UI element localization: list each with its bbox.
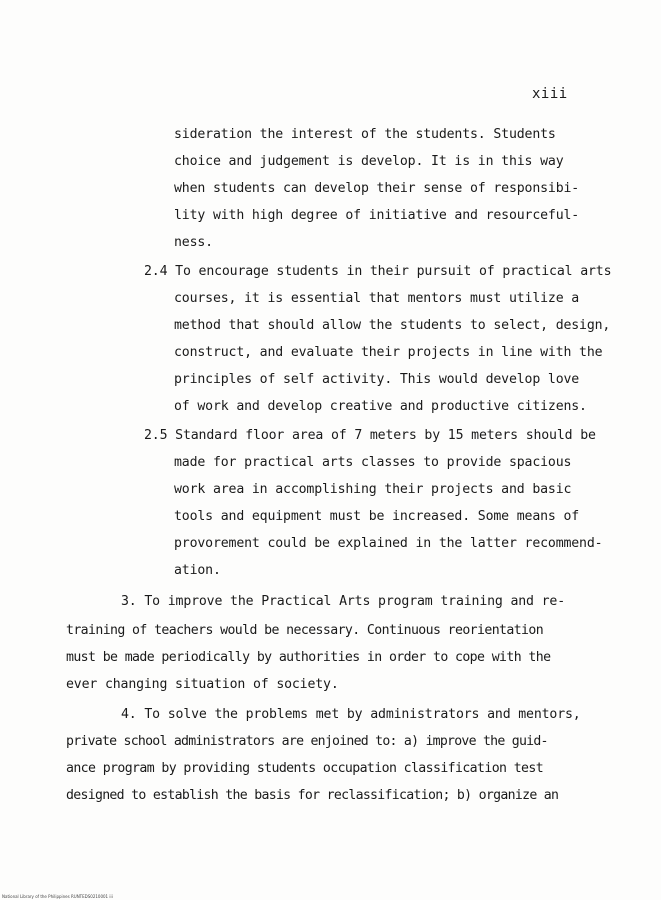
text-line: when students can develop their sense of responsibi- <box>174 181 580 196</box>
text-line: ness. <box>174 235 213 250</box>
text-line: 3. To improve the Practical Arts program training and re- <box>121 594 566 609</box>
text-line: 2.5 Standard floor area of 7 meters by 15 meters should be <box>144 428 596 443</box>
text-line: tools and equipment must be increased. Some means of <box>174 509 580 524</box>
text-line: training of teachers would be necessary. Continuous reorientation <box>66 623 544 638</box>
text-line: provorement could be explained in the latter recommend- <box>174 536 603 551</box>
text-line: work area in accomplishing their projects and basic <box>174 482 572 497</box>
text-line: choice and judgement is develop. It is in this way <box>174 154 564 169</box>
text-line: courses, it is essential that mentors must utilize a <box>174 291 580 306</box>
text-line: ever changing situation of society. <box>66 677 339 692</box>
text-line: construct, and evaluate their projects in line with the <box>174 345 603 360</box>
text-line: ation. <box>174 563 221 578</box>
text-line: method that should allow the students to select, design, <box>174 318 611 333</box>
archive-footer: National Library of the Philippines RUNTEDS0210001 iii <box>2 894 113 899</box>
text-line: must be made periodically by authorities in order to cope with the <box>66 650 551 665</box>
text-line: private school administrators are enjoined to: a) improve the guid- <box>66 734 548 749</box>
text-line: principles of self activity. This would develop love <box>174 372 580 387</box>
text-line: 4. To solve the problems met by administrators and mentors, <box>121 707 581 722</box>
text-line: designed to establish the basis for reclassification; b) organize an <box>66 788 559 803</box>
text-line: lity with high degree of initiative and resourceful- <box>174 208 580 223</box>
page-number: xiii <box>532 86 568 102</box>
text-line: 2.4 To encourage students in their pursuit of practical arts <box>144 264 612 279</box>
text-line: sideration the interest of the students. Students <box>174 127 556 142</box>
text-line: of work and develop creative and productive citizens. <box>174 399 587 414</box>
text-line: ance program by providing students occupation classification test <box>66 761 544 776</box>
text-line: made for practical arts classes to provide spacious <box>174 455 572 470</box>
